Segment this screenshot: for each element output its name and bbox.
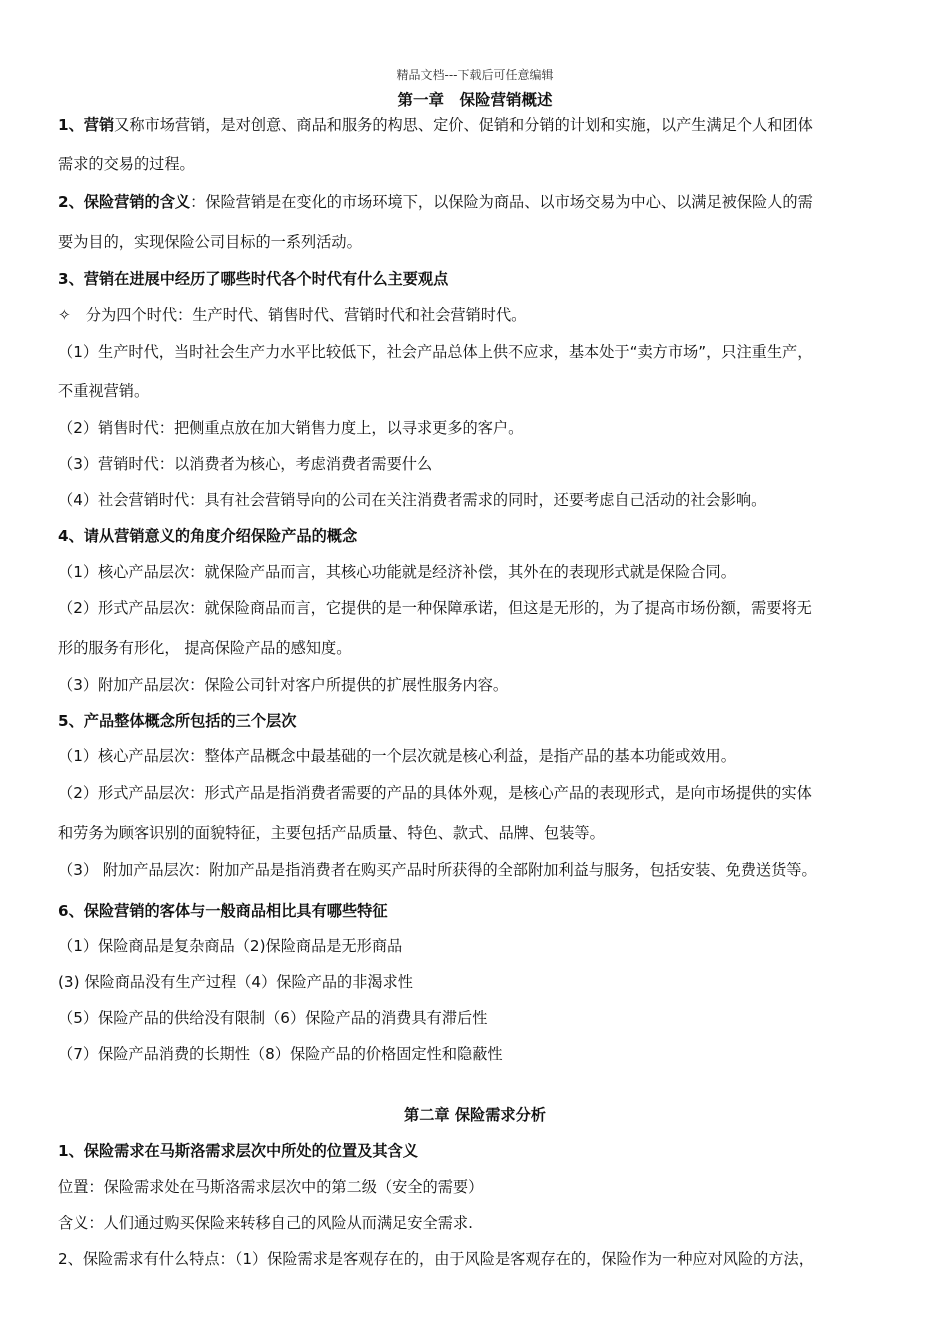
q5-item-3: （3） 附加产品层次：附加产品是指消费者在购买产品时所获得的全部附加利益与服务，包括安装、免费送货等。	[58, 861, 817, 879]
q1-text: 又称市场营销，是对创意、商品和服务的构思、定价、促销和分销的计划和实施，以产生满足个人和团体	[114, 116, 813, 134]
q5-heading: 5、产品整体概念所包括的三个层次	[58, 712, 297, 730]
q2-term: 2、保险营销的含义	[58, 193, 191, 211]
q4-item-2: （2）形式产品层次：就保险商品而言，它提供的是一种保障承诺，但这是无形的，为了提高市场份额，需要将无	[58, 599, 812, 617]
q1-term: 1、营销	[58, 116, 115, 134]
q6-heading: 6、保险营销的客体与一般商品相比具有哪些特征	[58, 902, 388, 920]
q4-item-1: （1）核心产品层次：就保险产品而言，其核心功能就是经济补偿，其外在的表现形式就是保险合同。	[58, 563, 736, 581]
q1-continuation: 需求的交易的过程。	[58, 155, 195, 173]
q4-item-3: （3）附加产品层次：保险公司针对客户所提供的扩展性服务内容。	[58, 676, 509, 694]
q6-line-2: (3) 保险商品没有生产过程（4）保险产品的非渴求性	[58, 973, 413, 991]
q2-text: ：保险营销是在变化的市场环境下，以保险为商品、以市场交易为中心、以满足被保险人的需	[190, 193, 813, 211]
q5-item-2-cont: 和劳务为顾客识别的面貌特征，主要包括产品质量、特色、款式、品牌、包装等。	[58, 824, 605, 842]
ch2-q1-meaning: 含义：人们通过购买保险来转移自己的风险从而满足安全需求.	[58, 1214, 473, 1232]
q3-heading: 3、营销在进展中经历了哪些时代各个时代有什么主要观点	[58, 270, 449, 288]
q4-item-2-cont: 形的服务有形化， 提高保险产品的感知度。	[58, 639, 352, 657]
page-header: 精品文档---下载后可任意编辑	[396, 68, 554, 82]
chapter1-title: 第一章 保险营销概述	[397, 91, 553, 109]
q3-item-1-cont: 不重视营销。	[58, 382, 150, 400]
q6-line-4: （7）保险产品消费的长期性（8）保险产品的价格固定性和隐蔽性	[58, 1045, 503, 1063]
q2-continuation: 要为目的，实现保险公司目标的一系列活动。	[58, 233, 362, 251]
q6-line-3: （5）保险产品的供给没有限制（6）保险产品的消费具有滞后性	[58, 1009, 488, 1027]
q6-line-1: （1）保险商品是复杂商品（2)保险商品是无形商品	[58, 937, 403, 955]
ch2-q2-paragraph: 2、保险需求有什么特点：（1）保险需求是客观存在的，由于风险是客观存在的，保险作为一种应对风险的方法，	[58, 1250, 814, 1268]
q3-item-3: （3）营销时代：以消费者为核心，考虑消费者需要什么	[58, 455, 433, 473]
q5-item-1: （1）核心产品层次：整体产品概念中最基础的一个层次就是核心利益，是指产品的基本功能或效用。	[58, 747, 736, 765]
chapter2-title: 第二章 保险需求分析	[404, 1106, 546, 1124]
q3-item-1: （1）生产时代，当时社会生产力水平比较低下，社会产品总体上供不应求，基本处于“卖方市场”，只注重生产，	[58, 343, 813, 361]
q3-item-4: （4）社会营销时代：具有社会营销导向的公司在关注消费者需求的同时，还要考虑自己活动的社会影响。	[58, 491, 767, 509]
q4-heading: 4、请从营销意义的角度介绍保险产品的概念	[58, 527, 358, 545]
ch2-q1-heading: 1、保险需求在马斯洛需求层次中所处的位置及其含义	[58, 1142, 418, 1160]
q5-item-2: （2）形式产品层次：形式产品是指消费者需要的产品的具体外观，是核心产品的表现形式，是向市场提供的实体	[58, 784, 812, 802]
q1-paragraph	[58, 115, 813, 135]
q2-paragraph	[58, 192, 813, 212]
ch2-q1-position: 位置：保险需求处在马斯洛需求层次中的第二级（安全的需要）	[58, 1178, 484, 1196]
q3-bullet: ✧ 分为四个时代：生产时代、销售时代、营销时代和社会营销时代。	[58, 306, 527, 324]
q3-item-2: （2）销售时代：把侧重点放在加大销售力度上，以寻求更多的客户。	[58, 419, 524, 437]
